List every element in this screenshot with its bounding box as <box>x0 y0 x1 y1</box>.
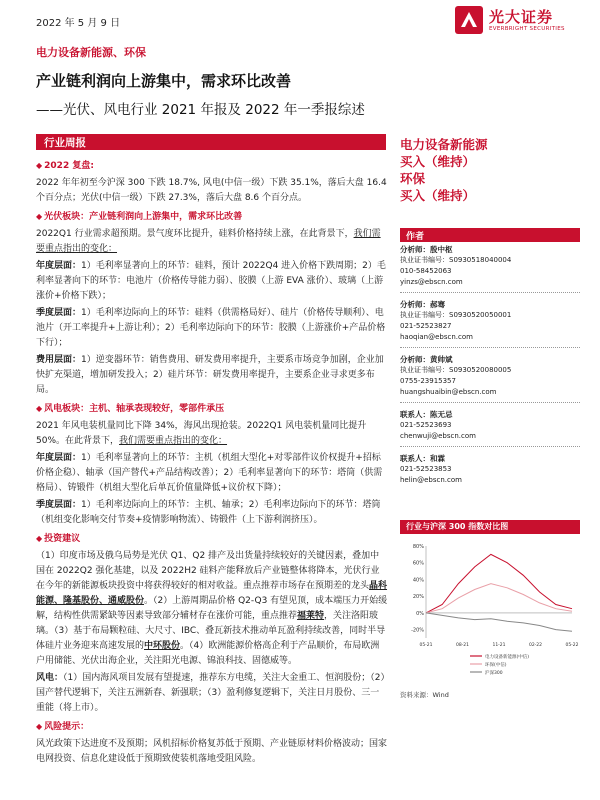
chart-source: 资料来源：Wind <box>400 691 449 699</box>
section-heading-review: ◆ 2022 复盘: <box>36 161 94 171</box>
series-line <box>426 554 572 613</box>
analyst-phone: 010-58452063 <box>400 267 452 275</box>
section-heading-invest: ◆ 投资建议 <box>36 534 81 544</box>
paragraph: 2022Q1 行业需求超预期。景气度环比提升，硅料价格持续上涨，在此背景下，我们需要重点指出的变化： <box>36 229 381 254</box>
divider <box>400 292 580 293</box>
series-line <box>426 613 572 631</box>
analyst-email[interactable]: huangshuaibin@ebscn.com <box>400 388 497 396</box>
diamond-icon: ◆ <box>36 212 43 221</box>
paragraph: 2022 年年初至今沪深 300 下跌 18.7%, 风电(中信一级）下跌 35.1%，落后大盘 16.4 个百分点；光伏(中信一级）下跌 27.3%，落后大盘 8.6 个百分点。 <box>36 178 387 203</box>
paragraph: 2021 年风电装机量同比下降 34%，海风出现抢装。2022Q1 风电装机量同比提升 50%。在此背景下，我们需要重点指出的变化： <box>36 421 367 446</box>
analyst-cert: 执业证书编号：S0930520050001 <box>400 311 512 319</box>
legend-label: 电力设备新能源(中信) <box>485 655 530 660</box>
analyst-name: 联系人：和霖 <box>400 454 445 463</box>
y-tick-label: 60% <box>412 560 424 567</box>
page-title: 产业链利润向上游集中，需求环比改善 <box>36 72 292 90</box>
x-tick-label: 05-21 <box>419 643 433 648</box>
analyst-card <box>400 299 580 348</box>
logo-icon <box>455 6 483 34</box>
analyst-name: 分析师：郝骞 <box>400 300 445 309</box>
rating-panel <box>400 136 580 204</box>
analyst-email[interactable]: helin@ebscn.com <box>400 476 462 484</box>
analyst-card <box>400 354 580 403</box>
analyst-phone: 021-52523827 <box>400 322 452 330</box>
legend-label: 沪深300 <box>485 671 503 676</box>
analyst-card <box>400 453 580 486</box>
section-heading-risk: ◆ 风险提示： <box>36 722 90 732</box>
y-tick-label: -20% <box>411 627 424 634</box>
analyst-email[interactable]: yinzs@ebscn.com <box>400 278 463 286</box>
diamond-icon: ◆ <box>36 534 43 543</box>
section-heading-pv: ◆ 光伏板块：产业链利润向上游集中，需求环比改善 <box>36 212 243 222</box>
y-tick-label: 20% <box>412 594 424 601</box>
paragraph: 年度层面：1）毛利率显著向上的环节：硅料，预计 2022Q4 进入价格下跌周期；2）毛利率显著向下的环节：电池片（价格传导能力弱）、胶膜（上游 EVA 涨价）、玻璃（上游涨价+价格下跌）； <box>36 261 386 301</box>
analyst-phone: 021-52523693 <box>400 421 452 429</box>
rating-sector: 电力设备新能源 <box>400 137 488 152</box>
paragraph: （1）印度市场及俄乌局势是光伏 Q1、Q2 排产及出货量持续较好的关键因素，叠加中国在 2022Q2 强化基建，以及 2022H2 硅料产能释放后产业链整体将降本，光伏行业在今年的新能源板块投资中将获得较好的相对收益。重点推荐市场存在预期差的龙头晶科能源、隆基股份、通威股份。（2）上游周期品价格 Q2-Q3 有望见顶，成本端压力开始缓解，结构性供需紧缺等因素导致部分辅材存在涨价可能，重点推荐福莱特，关注洛阳玻璃。（3）基于布局颗粒硅、大尺寸、IBC、叠瓦新技术推动单瓦盈利持续改善，同时半导体硅片业务迎来高速发展的中环股份。（4）欧洲能源价格高企利于产品顺价，布局欧洲户用储能、光伏出海企业，关注阳光电源、锦浪科技、固德威等。 <box>36 551 388 666</box>
x-tick-label: 05-22 <box>565 643 579 648</box>
analyst-cert: 执业证书编号：S0930520080005 <box>400 366 512 374</box>
analyst-phone: 021-52523853 <box>400 465 452 473</box>
analyst-name: 联系人：陈无忌 <box>400 410 453 419</box>
analyst-name: 分析师：黄帅斌 <box>400 355 453 364</box>
rating-value: 买入（维持） <box>400 188 476 203</box>
analyst-name: 分析师：殷中枢 <box>400 245 453 254</box>
page-subtitle: ——光伏、风电行业 2021 年报及 2022 年一季报综述 <box>36 102 365 118</box>
analyst-cert: 执业证书编号：S0930518040004 <box>400 256 512 264</box>
main-content <box>36 155 388 767</box>
analyst-phone: 0755-23915357 <box>400 377 456 385</box>
divider <box>400 402 580 403</box>
paragraph: 费用层面：1）逆变器环节：销售费用、研发费用率提升，主要系市场竞争加剧，企业加快扩充渠道，增加研发投入；2）硅片环节：研发费用率提升，主要系企业寻求更多布局。 <box>36 355 384 395</box>
section-heading-wind: ◆ 风电板块：主机、轴承表现较好，零部件承压 <box>36 404 225 414</box>
rating-sector: 环保 <box>400 171 426 186</box>
x-tick-label: 11-21 <box>492 643 506 648</box>
author-label: 作者 <box>406 232 425 242</box>
x-tick-label: 02-22 <box>528 643 543 648</box>
diamond-icon: ◆ <box>36 404 43 413</box>
paragraph: 年度层面：1）毛利率显著向上的环节：主机（机组大型化+对零部件议价权提升+招标价格企稳）、轴承（国产替代+产品结构改善）；2）毛利率显著向下的环节：塔筒（供需格局）、铸锻件（机组大型化后单瓦价值量降低+议价权下降）； <box>36 453 383 493</box>
series-line <box>426 584 572 613</box>
report-date: 2022 年 5 月 9 日 <box>36 18 121 29</box>
analyst-email[interactable]: haoqian@ebscn.com <box>400 333 473 341</box>
y-tick-label: 0% <box>416 610 424 617</box>
diamond-icon: ◆ <box>36 722 43 731</box>
report-type-bar <box>36 134 386 150</box>
logo-text-en: EVERBRIGHT SECURITIES <box>489 26 565 32</box>
paragraph: 风光政策下达进度不及预期；风机招标价格复苏低于预期、产业链原材料价格波动；国家电网投资、信息化建设低于预期致使装机落地受阻风险。 <box>36 739 388 764</box>
y-tick-label: 80% <box>412 544 424 550</box>
divider <box>400 347 580 348</box>
diamond-icon: ◆ <box>36 161 43 170</box>
chart-title: 行业与沪深 300 指数对比图 <box>406 522 509 531</box>
rating-value: 买入（维持） <box>400 154 476 169</box>
analyst-list <box>400 244 580 492</box>
logo-text: 光大证券 <box>489 8 554 26</box>
analyst-card <box>400 409 580 447</box>
x-tick-label: 08-21 <box>455 643 470 648</box>
sector-heading: 电力设备新能源、环保 <box>36 46 146 59</box>
report-type-label: 行业周报 <box>44 137 86 149</box>
divider <box>400 446 580 447</box>
y-tick-label: 40% <box>412 577 424 584</box>
chart-title-bar <box>400 520 580 534</box>
paragraph: 季度层面：1）毛利率边际向上的环节：主机、轴承；2）毛利率边际向下的环节：塔筒（机组变化影响交付节奏+疫情影响物流）、铸锻件（上下游利润挤压）。 <box>36 500 381 525</box>
author-bar <box>400 228 580 242</box>
legend-label: 环保(中信) <box>485 663 507 668</box>
paragraph: 季度层面：1）毛利率边际向上的环节：硅料（供需格局好）、硅片（价格传导顺利）、电池片（开工率提升+上游让利）；2）毛利率边际向下的环节：胶膜（上游涨价+产品价格下行）； <box>36 308 386 348</box>
analyst-card <box>400 244 580 293</box>
logo <box>455 4 590 38</box>
index-comparison-chart <box>400 538 580 688</box>
paragraph: 风电：（1）国内海风项目发展有望提速，推荐东方电缆，关注大金重工、恒润股份；（2）国产替代逻辑下，关注五洲新春、新强联；（3）盈利修复逻辑下，关注日月股份、三一重能（将上市）。 <box>36 673 385 713</box>
analyst-email[interactable]: chenwuji@ebscn.com <box>400 432 476 440</box>
